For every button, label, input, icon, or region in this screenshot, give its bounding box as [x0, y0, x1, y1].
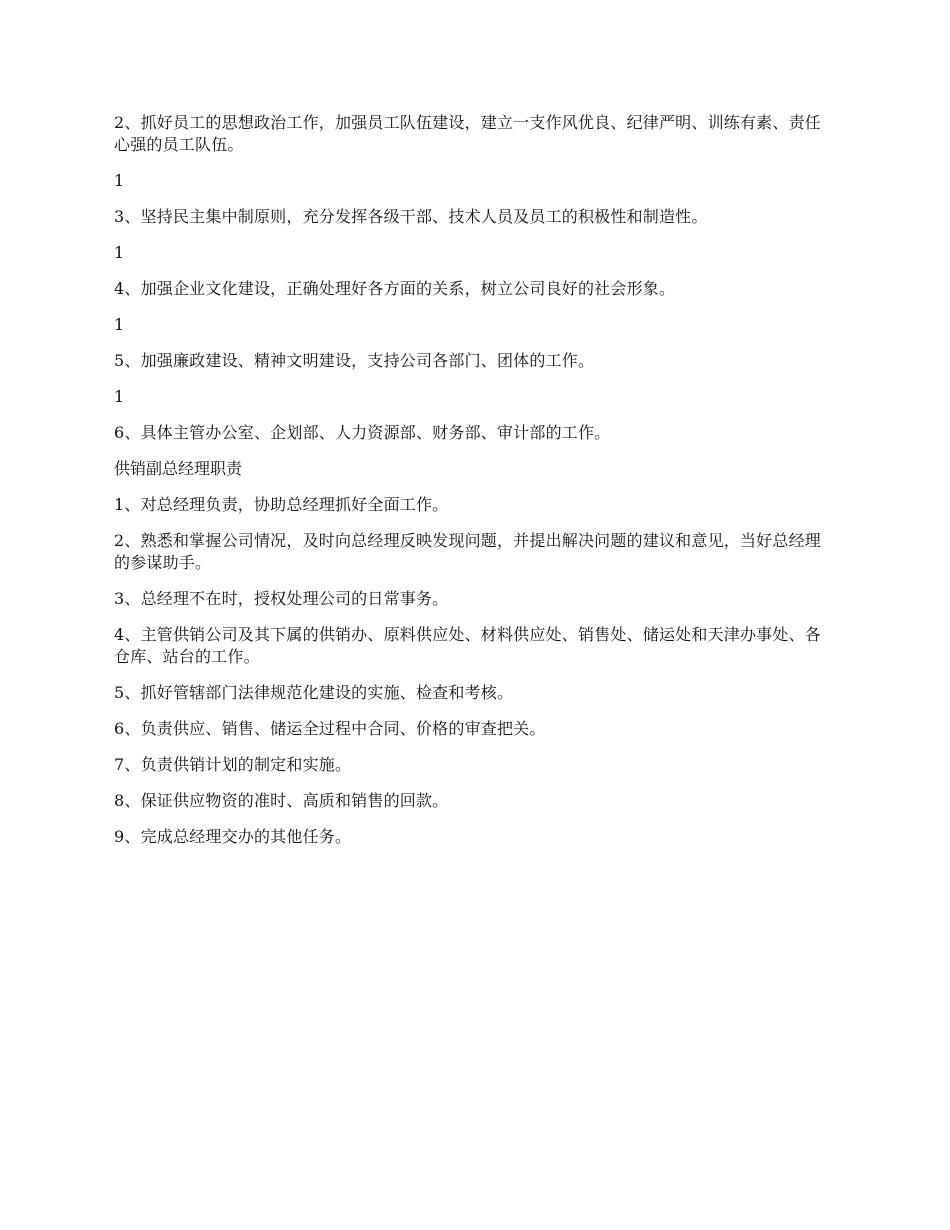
paragraph-item-5: 5、加强廉政建设、精神文明建设，支持公司各部门、团体的工作。 — [114, 351, 595, 370]
page-marker: 1 — [114, 171, 125, 190]
duty-item-9: 9、完成总经理交办的其他任务。 — [114, 827, 352, 846]
page-marker: 1 — [114, 387, 125, 406]
paragraph-item-3: 3、坚持民主集中制原则，充分发挥各级干部、技术人员及员工的积极性和制造性。 — [114, 207, 708, 226]
paragraph-item-4: 4、加强企业文化建设，正确处理好各方面的关系，树立公司良好的社会形象。 — [114, 279, 676, 298]
duty-item-5: 5、抓好管辖部门法律规范化建设的实施、检查和考核。 — [114, 683, 514, 702]
duty-item-4: 4、主管供销公司及其下属的供销办、原料供应处、材料供应处、销售处、储运处和天津办事处、各仓库、站台的工作。 — [114, 625, 821, 666]
duty-item-1: 1、对总经理负责，协助总经理抓好全面工作。 — [114, 495, 449, 514]
paragraph-item-2: 2、抓好员工的思想政治工作，加强员工队伍建设，建立一支作风优良、纪律严明、训练有素、责任心强的员工队伍。 — [114, 113, 821, 154]
document-page — [114, 112, 836, 862]
duty-item-2: 2、熟悉和掌握公司情况，及时向总经理反映发现问题，并提出解决问题的建议和意见，当好总经理的参谋助手。 — [114, 531, 821, 572]
paragraph-item-6: 6、具体主管办公室、企划部、人力资源部、财务部、审计部的工作。 — [114, 423, 611, 442]
section-heading: 供销副总经理职责 — [114, 459, 243, 478]
page-marker: 1 — [114, 243, 125, 262]
duty-item-3: 3、总经理不在时，授权处理公司的日常事务。 — [114, 589, 449, 608]
duty-item-7: 7、负责供销计划的制定和实施。 — [114, 755, 352, 774]
duty-item-6: 6、负责供应、销售、储运全过程中合同、价格的审查把关。 — [114, 719, 546, 738]
page-marker: 1 — [114, 315, 125, 334]
duty-item-8: 8、保证供应物资的准时、高质和销售的回款。 — [114, 791, 449, 810]
